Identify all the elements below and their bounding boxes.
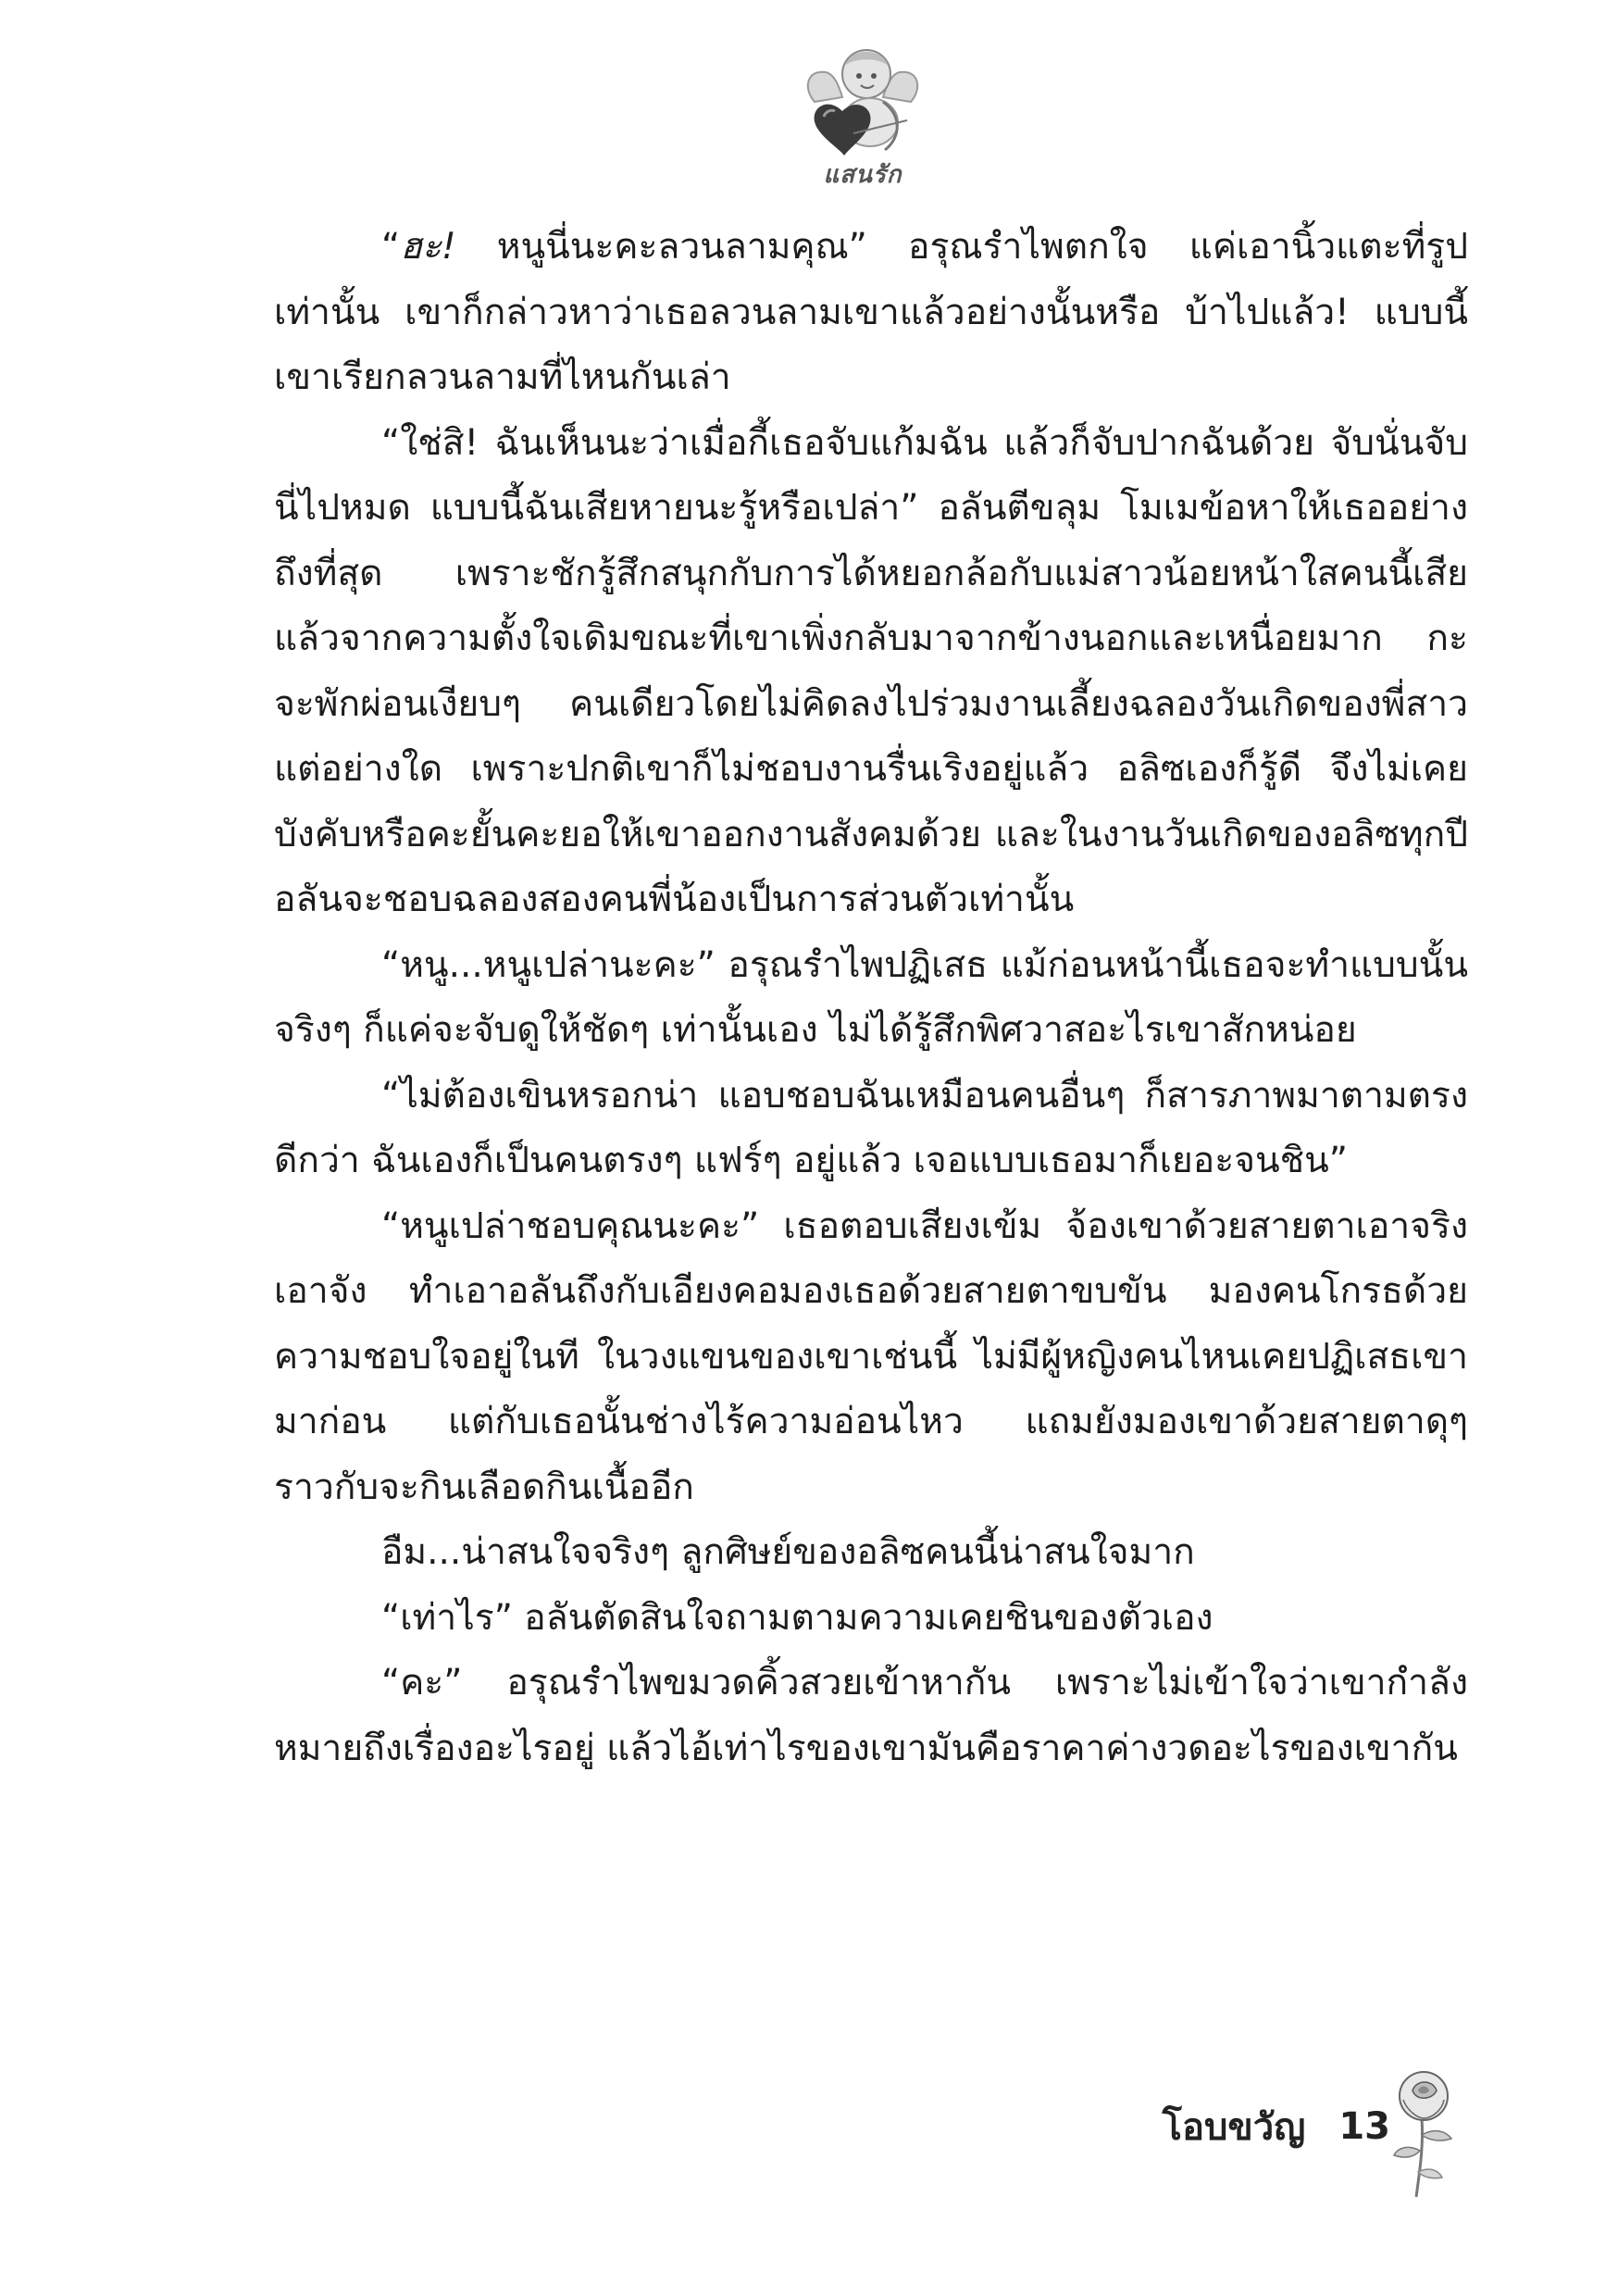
paragraph: “หนู...หนูเปล่านะคะ” อรุณรำไพปฏิเสธ แม้ก่อนหน้านี้เธอจะทำแบบนั้นจริงๆ ก็แค่จะจับดูให้ชัดๆ เท่านั้นเอง ไม่ได้รู้สึกพิศวาสอะไรเขาสักหน่อย: [274, 943, 1468, 1051]
emphasis-text: ฮะ!: [400, 226, 456, 268]
paragraph: “หนูเปล่าชอบคุณนะคะ” เธอตอบเสียงเข้ม จ้องเขาด้วยสายตาเอาจริงเอาจัง ทำเอาอลันถึงกับเอียงคอมองเธอด้วยสายตาขบขัน มองคนโกรธด้วยความชอบใจอยู่ในที ในวงแขนของเขาเช่นนี้ ไม่มีผู้หญิงคนไหนเคยปฏิเสธเขามาก่อน แต่กับเธอนั้นช่างไร้ความอ่อนไหว แถมยังมองเขาด้วยสายตาดุๆ ราวกับจะกินเลือดกินเนื้ออีก: [274, 1204, 1468, 1508]
paragraph: “เท่าไร” อลันตัดสินใจถามตามความเคยชินของตัวเอง: [381, 1596, 1214, 1639]
paragraph: “ไม่ต้องเขินหรอกน่า แอบชอบฉันเหมือนคนอื่นๆ ก็สารภาพมาตามตรงดีกว่า ฉันเองก็เป็นคนตรงๆ แฟร์ๆ อยู่แล้ว เจอแบบเธอมาก็เยอะจนชิน”: [274, 1074, 1468, 1181]
body-text: [274, 215, 1468, 1781]
page-number: 13: [1338, 2105, 1390, 2148]
paragraph: “คะ” อรุณรำไพขมวดคิ้วสวยเข้าหากัน เพราะไม่เข้าใจว่าเขากำลังหมายถึงเรื่องอะไรอยู่ แล้วไอ้เท่าไรของเขามันคือราคาค่างวดอะไรของเขากัน: [274, 1662, 1468, 1769]
quote-open: “: [381, 226, 401, 268]
paragraph: “ใช่สิ! ฉันเห็นนะว่าเมื่อกี้เธอจับแก้มฉัน แล้วก็จับปากฉันด้วย จับนั่นจับนี่ไปหมด แบบนี้ฉันเสียหายนะรู้หรือเปล่า” อลันตีขลุม โมเมข้อหาให้เธออย่างถึงที่สุด เพราะชักรู้สึกสนุกกับการได้หยอกล้อกับแม่สาวน้อยหน้าใสคนนี้เสียแล้วจากความตั้งใจเดิมขณะที่เขาเพิ่งกลับมาจากข้างนอกและเหนื่อยมาก กะจะพักผ่อนเงียบๆ คนเดียวโดยไม่คิดลงไปร่วมงานเลี้ยงฉลองวันเกิดของพี่สาวแต่อย่างใด เพราะปกติเขาก็ไม่ชอบงานรื่นเริงอยู่แล้ว อลิซเองก็รู้ดี จึงไม่เคยบังคับหรือคะยั้นคะยอให้เขาออกงานสังคมด้วย และในงานวันเกิดของอลิซทุกปี อลันจะชอบฉลองสองคนพี่น้องเป็นการส่วนตัวเท่านั้น: [274, 421, 1468, 920]
book-title: โอบขวัญ: [1162, 2106, 1306, 2149]
paragraph: [274, 215, 1468, 411]
rose-icon: [1385, 2063, 1464, 2202]
header-logo: [798, 37, 927, 189]
page-footer: [1163, 2085, 1390, 2168]
paragraph: อืม...น่าสนใจจริงๆ ลูกศิษย์ของอลิซคนนี้น่าสนใจมาก: [381, 1531, 1195, 1573]
logo-text: แสนรัก: [823, 161, 902, 189]
paragraph-text: หนูนี่นะคะลวนลามคุณ” อรุณรำไพตกใจ แค่เอานิ้วแตะที่รูปเท่านั้น เขาก็กล่าวหาว่าเธอลวนลามเขาแล้วอย่างนั้นหรือ บ้าไปแล้ว! แบบนี้เขาเรียกลวนลามที่ไหนกันเล่า: [274, 226, 1468, 398]
